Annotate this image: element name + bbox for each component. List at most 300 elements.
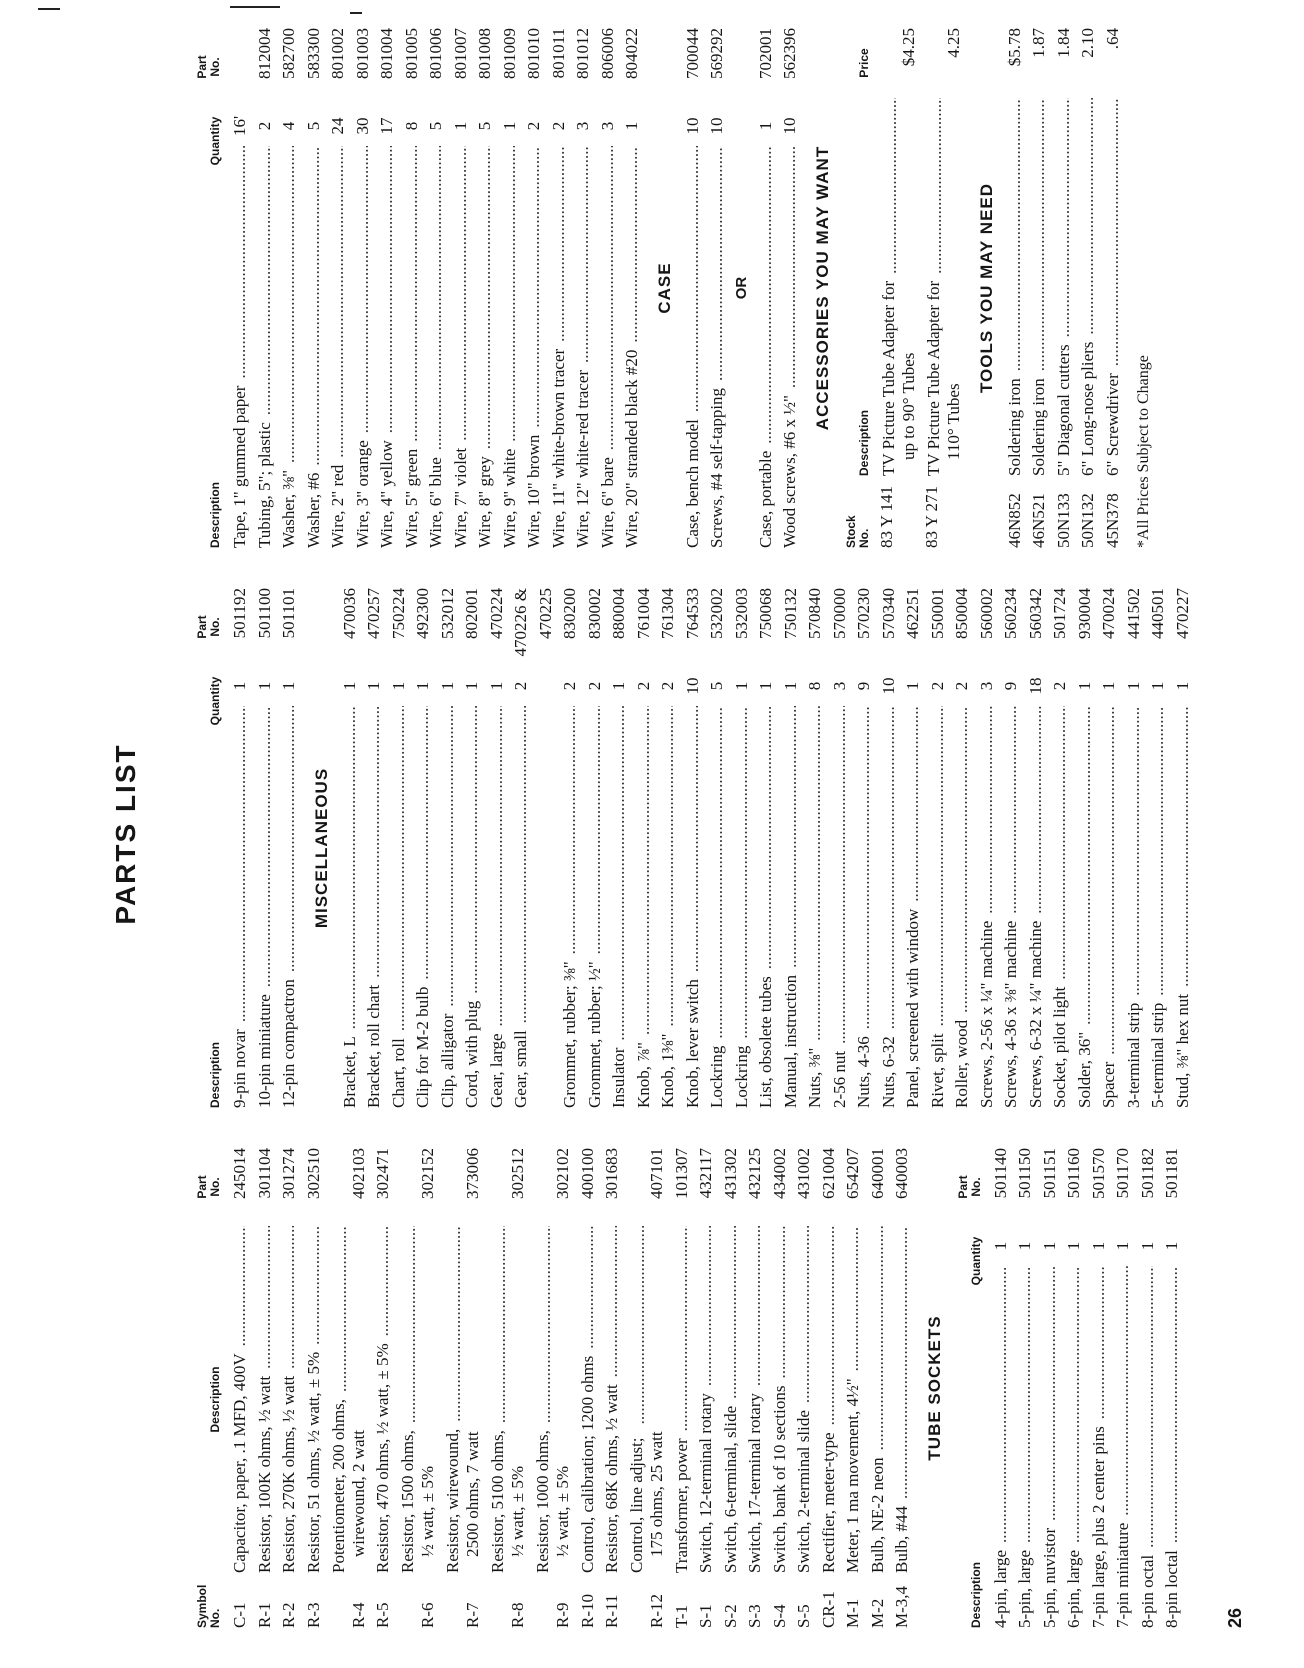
quantity: 10: [877, 666, 902, 706]
quantity: 1: [362, 666, 387, 706]
table-row: [473, 28, 498, 548]
table-row: [817, 1148, 842, 1628]
quantity: 5: [302, 106, 327, 146]
quantity: 1: [449, 106, 474, 146]
part-no: 930004: [1073, 588, 1098, 666]
part-description: Insulator: [609, 1047, 628, 1108]
table-row: [338, 588, 363, 1108]
part-description: Wire, 5" green: [401, 448, 421, 548]
part-no: 302102: [551, 1148, 576, 1226]
part-no: 804022: [620, 28, 645, 106]
part-no: 501150: [1013, 1148, 1038, 1226]
part-no: 462251: [901, 588, 926, 666]
part-description: Rivet, split: [927, 1033, 947, 1108]
item-description: Soldering iron: [1004, 378, 1024, 476]
part-no: 501100: [253, 588, 278, 666]
table-row: [1027, 28, 1052, 548]
part-description: Switch, 2-terminal slide: [794, 1410, 813, 1573]
column-wire-case-accessories: [190, 28, 1153, 548]
header-part: Part: [195, 1175, 209, 1199]
table-row: [531, 1148, 576, 1628]
price: 4.25: [942, 28, 967, 98]
table-row: [449, 28, 474, 548]
part-no: 432125: [743, 1148, 768, 1226]
header-part: Part: [955, 1175, 970, 1199]
quantity: 3: [571, 106, 596, 146]
table-row: [522, 28, 547, 548]
table-row: [705, 588, 730, 1108]
part-no: 532003: [730, 588, 755, 666]
part-no: 801010: [522, 28, 547, 106]
stock-no: 46N521: [1029, 493, 1048, 548]
part-description: Bracket, roll chart: [364, 984, 383, 1108]
part-no: 801008: [473, 28, 498, 106]
table-row: [547, 28, 572, 548]
header-part: Part: [195, 615, 209, 639]
quantity: 2: [1048, 666, 1073, 706]
table-row: [803, 588, 828, 1108]
table-row: [852, 588, 877, 1108]
quantity: 24: [326, 106, 351, 146]
quantity: 1: [607, 666, 632, 706]
part-description: Wire, 2" red: [328, 464, 347, 548]
quantity: 3: [975, 666, 1000, 706]
table-row: [302, 1148, 327, 1628]
table-row: [326, 28, 351, 548]
case-bench-list: [681, 28, 730, 548]
table-row: [277, 28, 302, 548]
table-row: [730, 588, 755, 1108]
quantity: 1: [1136, 1226, 1161, 1266]
part-description-cont: 175 ohms, 25 watt: [647, 1431, 666, 1557]
quantity: 10: [705, 106, 730, 146]
part-description: Switch, 12-terminal rotary: [696, 1393, 715, 1573]
section-heading-tube-sockets: TUBE SOCKETS: [924, 1315, 944, 1461]
part-no: 501570: [1087, 1148, 1112, 1226]
table-row: [841, 1148, 866, 1628]
part-description: Wire, 7" violet: [450, 447, 470, 548]
symbol-no: R-8: [508, 1602, 527, 1628]
table-row: [778, 28, 803, 548]
table-row: [571, 28, 596, 548]
table-row: [926, 588, 951, 1108]
or-separator: OR: [732, 276, 750, 300]
symbol-no: R-12: [647, 1594, 666, 1628]
part-no: 562396: [778, 28, 803, 106]
part-no: 582700: [277, 28, 302, 106]
table-row: [396, 1148, 441, 1628]
table-row: [253, 1148, 278, 1628]
table-row: [411, 588, 436, 1108]
table-row: [901, 588, 926, 1108]
header-no: No.: [208, 57, 222, 77]
table-row: [371, 1148, 396, 1628]
stock-no: 83 Y 141: [876, 485, 896, 548]
symbol-no: R-4: [348, 1602, 368, 1628]
price: .64: [1101, 28, 1126, 98]
part-description: Wire, 11" white-brown tracer: [548, 348, 568, 548]
part-description: Clip, alligator: [437, 1013, 457, 1108]
part-description: Socket, pilot light: [1050, 986, 1069, 1108]
table-row: [950, 588, 975, 1108]
tube-sockets-list: [989, 1148, 1185, 1628]
part-description: Screws, #4 self-tapping: [707, 387, 726, 548]
section-heading-tools: TOOLS YOU MAY NEED: [976, 182, 996, 394]
quantity: 10: [778, 106, 803, 146]
part-description: Gear, large: [486, 1033, 506, 1108]
table-row: [576, 1148, 601, 1628]
part-description-cont: ½ watt, ± 5%: [418, 1465, 437, 1557]
table-row: [424, 28, 449, 548]
part-description: 8-pin octal: [1137, 1554, 1157, 1628]
part-description: Bulb, NE-2 neon: [867, 1457, 887, 1573]
table-row: [1062, 1148, 1087, 1628]
part-description: Wire, 9" white: [499, 448, 519, 548]
header-no: No.: [208, 1608, 222, 1628]
item-description: 6" Long-nose pliers: [1078, 341, 1097, 476]
part-no: 640003: [890, 1148, 915, 1226]
part-no: 830002: [583, 588, 608, 666]
quantity: 17: [375, 106, 400, 146]
part-description: Switch, bank of 10 sections: [769, 1385, 789, 1573]
part-no: 301104: [253, 1148, 278, 1226]
quantity: 2: [583, 666, 608, 706]
table-row: [1171, 588, 1196, 1108]
quantity: 1: [228, 666, 253, 706]
part-description: 2-56 nut: [829, 1050, 849, 1108]
part-description: Lockring: [707, 1045, 726, 1108]
part-no: 431002: [792, 1148, 817, 1226]
page-number: 26: [1225, 1607, 1245, 1628]
price: 1.87: [1027, 28, 1052, 98]
part-description: Switch, 17-terminal rotary: [745, 1393, 764, 1573]
table-row: [999, 588, 1024, 1108]
table-row: [583, 588, 608, 1108]
symbol-no: M-2: [867, 1598, 887, 1628]
part-description: Stud, ⅜" hex nut: [1172, 993, 1192, 1108]
quantity: 1: [436, 666, 461, 706]
symbol-no: R-7: [463, 1602, 482, 1628]
part-description: Potentiometer, 200 ohms,: [328, 1398, 348, 1573]
part-no: 801005: [400, 28, 425, 106]
part-no: 470225: [534, 588, 559, 666]
quantity: 1: [730, 666, 755, 706]
part-description: Wire, 6" blue: [426, 457, 445, 548]
part-no: 492300: [411, 588, 436, 666]
table-row: [768, 1148, 793, 1628]
accessories-list: [877, 28, 967, 548]
part-no: 501151: [1038, 1148, 1063, 1226]
table-row: [498, 28, 523, 548]
part-description: Manual, instruction: [780, 974, 800, 1108]
part-no: 570340: [877, 588, 902, 666]
part-description: 5-terminal strip: [1148, 1002, 1167, 1108]
table-row: [362, 588, 387, 1108]
part-description: Resistor, 270K ohms, ½ watt: [279, 1375, 298, 1573]
part-description: Nuts, ⅜": [805, 1047, 824, 1108]
symbol-no: R-1: [254, 1602, 274, 1628]
part-no: 801003: [351, 28, 376, 106]
part-no: 441502: [1122, 588, 1147, 666]
part-no: 801007: [449, 28, 474, 106]
table-row: [1087, 1148, 1112, 1628]
table-row: [228, 1148, 253, 1628]
quantity: 3: [596, 106, 621, 146]
part-description: Case, bench model: [682, 419, 702, 548]
symbol-no: R-9: [553, 1602, 572, 1628]
quantity: 5: [424, 106, 449, 146]
table-row: [670, 1148, 695, 1628]
quantity: 16': [228, 106, 253, 146]
part-no: 470257: [362, 588, 387, 666]
part-description: Wire, 12" white-red tracer: [573, 369, 592, 548]
table-row: [253, 28, 278, 548]
part-no: 501160: [1062, 1148, 1087, 1226]
quantity: 2: [253, 106, 278, 146]
part-description: Roller, wood: [952, 1019, 971, 1108]
part-no: 373006: [461, 1148, 486, 1226]
header-quantity: Quantity: [970, 1226, 983, 1296]
part-no: 470036: [338, 588, 363, 666]
symbol-no: R-10: [577, 1594, 597, 1628]
item-description: TV Picture Tube Adapter for: [924, 280, 943, 476]
symbol-no: M-1: [843, 1598, 862, 1628]
part-no: 761304: [656, 588, 681, 666]
table-row: [779, 588, 804, 1108]
quantity: 1: [387, 666, 412, 706]
part-description: Resistor, 5100 ohms,: [488, 1430, 507, 1573]
part-no: 470227: [1171, 588, 1196, 666]
part-description: Screws, 2-56 x ¼" machine: [976, 920, 996, 1108]
header-description: Description: [856, 409, 871, 476]
part-no: 532002: [705, 588, 730, 666]
column-electrical: [190, 1148, 1185, 1628]
table-row: [253, 588, 278, 1108]
part-no: 761004: [632, 588, 657, 666]
header-part: Part: [195, 55, 209, 79]
table-row: [694, 1148, 719, 1628]
symbol-no: S-5: [794, 1604, 813, 1628]
item-description: TV Picture Tube Adapter for: [879, 280, 898, 476]
symbol-no: R-3: [303, 1602, 323, 1628]
part-description: Lockring: [731, 1045, 751, 1108]
part-description: Clip for M-2 bulb: [413, 986, 432, 1108]
part-no: 812004: [253, 28, 278, 106]
quantity: 8: [803, 666, 828, 706]
symbol-no: R-6: [418, 1602, 437, 1628]
part-no: 570840: [803, 588, 828, 666]
table-row: [989, 1148, 1014, 1628]
part-description: 5-pin, large: [1015, 1549, 1034, 1628]
table-row: [607, 588, 632, 1108]
part-no: 434002: [768, 1148, 793, 1226]
part-no: 801012: [571, 28, 596, 106]
table-row: [1111, 1148, 1136, 1628]
stock-no: 83 Y 271: [921, 485, 941, 548]
quantity: 1: [460, 666, 485, 706]
table-row: [625, 1148, 670, 1628]
part-no: 702001: [754, 28, 779, 106]
quantity: 2: [632, 666, 657, 706]
miscellaneous-parts-list-continued: [228, 28, 645, 548]
part-description: Screws, 4-36 x ⅜" machine: [1001, 920, 1020, 1108]
part-no: 802001: [460, 588, 485, 666]
part-description: 7-pin large, plus 2 center pins: [1088, 1426, 1108, 1628]
part-description: Chart, roll: [388, 1038, 408, 1108]
part-no: 583300: [302, 28, 327, 106]
table-row: [754, 588, 779, 1108]
quantity: 4: [277, 106, 302, 146]
tools-list: [1003, 28, 1126, 548]
table-row: [228, 588, 253, 1108]
symbol-no: M-3,4: [892, 1585, 911, 1628]
table-header: [190, 588, 222, 1108]
part-no: 830200: [558, 588, 583, 666]
quantity: 1: [253, 666, 278, 706]
electrical-parts-list: [228, 1148, 915, 1628]
quantity: 1: [1122, 666, 1147, 706]
stock-no: 50N132: [1078, 493, 1097, 548]
part-no: 245014: [228, 1148, 253, 1226]
header-no: No.: [208, 1177, 222, 1197]
table-row: [1136, 1148, 1161, 1628]
table-header: [190, 28, 222, 548]
part-description: Bracket, L: [339, 1036, 359, 1108]
part-description: Wire, 10" brown: [524, 434, 543, 548]
header-description: Description: [208, 481, 222, 548]
quantity: 1: [620, 106, 645, 146]
quantity: 8: [400, 106, 425, 146]
part-description: Wood screws, #6 x ½": [780, 395, 799, 548]
part-description: 5-pin, nuvistor: [1039, 1527, 1059, 1628]
part-description: 9-pin novar: [230, 1029, 249, 1108]
item-description-cont: up to 90° Tubes: [899, 352, 918, 460]
part-description: Panel, screened with window: [903, 908, 922, 1108]
table-row: [656, 588, 681, 1108]
part-no: 801002: [326, 28, 351, 106]
part-no: 400100: [576, 1148, 601, 1226]
part-no: 101307: [670, 1148, 695, 1226]
table-row: [754, 28, 779, 548]
table-row: [1160, 1148, 1185, 1628]
table-row: [400, 28, 425, 548]
table-row: [1038, 1148, 1063, 1628]
item-description: Soldering iron: [1029, 378, 1048, 476]
table-row: [460, 588, 485, 1108]
table-row: [441, 1148, 486, 1628]
table-row: [277, 588, 302, 1108]
part-description: 4-pin, large: [990, 1549, 1010, 1628]
quantity: 2: [547, 106, 572, 146]
table-row: [877, 588, 902, 1108]
price: 1.84: [1052, 28, 1077, 98]
quantity: 3: [828, 666, 853, 706]
part-no: 501170: [1111, 1148, 1136, 1226]
part-no: 801011: [547, 28, 572, 106]
quantity: 1: [989, 1226, 1014, 1266]
header-symbol: Symbol: [195, 1584, 209, 1628]
part-no: 550001: [926, 588, 951, 666]
table-row: [890, 1148, 915, 1628]
symbol-no: C-1: [230, 1602, 249, 1628]
part-description: Grommet, rubber; ½": [584, 961, 604, 1108]
quantity: 1: [338, 666, 363, 706]
quantity: 1: [754, 666, 779, 706]
table-row: [792, 1148, 817, 1628]
part-description-cont: wirewound, 2 watt: [348, 1429, 368, 1557]
part-description: Resistor, 470 ohms, ½ watt, ± 5%: [373, 1343, 392, 1573]
table-row: [387, 588, 412, 1108]
quantity: 1: [901, 666, 926, 706]
table-row: [558, 588, 583, 1108]
symbol-no: S-2: [720, 1604, 740, 1628]
part-description: 7-pin miniature: [1113, 1522, 1132, 1628]
header-description: Description: [968, 1561, 983, 1628]
part-description: 10-pin miniature: [254, 994, 274, 1108]
part-description: Wire, 20" stranded black #20: [622, 349, 641, 548]
price: $4.25: [897, 28, 922, 98]
quantity: 18: [1024, 666, 1049, 706]
part-description: Rectifier, meter-type: [818, 1432, 838, 1573]
table-row: [975, 588, 1000, 1108]
part-description-cont: ½ watt, ± 5%: [508, 1465, 527, 1557]
part-description: Resistor, 100K ohms, ½ watt: [254, 1375, 274, 1573]
item-description: 6" Screwdriver: [1102, 373, 1122, 476]
part-no: 621004: [817, 1148, 842, 1226]
part-no: 470024: [1097, 588, 1122, 666]
quantity: 2: [558, 666, 583, 706]
table-row-cont: [534, 588, 559, 1108]
part-description: Wire, 4" yellow: [377, 440, 396, 548]
part-no: 501182: [1136, 1148, 1161, 1226]
part-no: 750132: [779, 588, 804, 666]
price: $5.78: [1003, 28, 1028, 98]
header-stock: Stock: [843, 515, 858, 548]
part-no: 654207: [841, 1148, 866, 1226]
part-no: 470226 &: [509, 588, 534, 666]
quantity: 1: [1097, 666, 1122, 706]
part-description: Screws, 6-32 x ¼" machine: [1025, 920, 1045, 1108]
part-no: 302471: [371, 1148, 396, 1226]
part-description: 8-pin loctal: [1162, 1550, 1181, 1628]
stock-no: 46N852: [1004, 493, 1024, 548]
table-header: [839, 28, 871, 548]
part-no: 750068: [754, 588, 779, 666]
header-no: No.: [968, 1177, 983, 1197]
stock-no: 50N133: [1053, 493, 1073, 548]
part-no: 801009: [498, 28, 523, 106]
part-description: Wire, 6" bare: [597, 457, 617, 548]
symbol-no: R-2: [279, 1602, 298, 1628]
part-no: 431302: [719, 1148, 744, 1226]
part-description-cont: ½ watt, ± 5%: [553, 1465, 572, 1557]
quantity: 2: [950, 666, 975, 706]
part-description: Knob, 1⅜": [658, 1033, 677, 1108]
part-description: Wire, 3" orange: [352, 440, 372, 548]
quantity: 1: [1111, 1226, 1136, 1266]
quantity: 1: [1013, 1226, 1038, 1266]
table-row: [351, 28, 376, 548]
table-row: [877, 28, 922, 548]
symbol-no: R-11: [602, 1594, 621, 1628]
part-description: List, obsolete tubes: [756, 976, 775, 1108]
table-row: [509, 588, 534, 1108]
table-row: [485, 588, 510, 1108]
tube-sockets-list-continued: [228, 588, 302, 1108]
part-description: Grommet, rubber; ⅜": [560, 961, 579, 1108]
part-description: Wire, 8" grey: [475, 456, 494, 548]
column-miscellaneous: [190, 588, 1195, 1108]
